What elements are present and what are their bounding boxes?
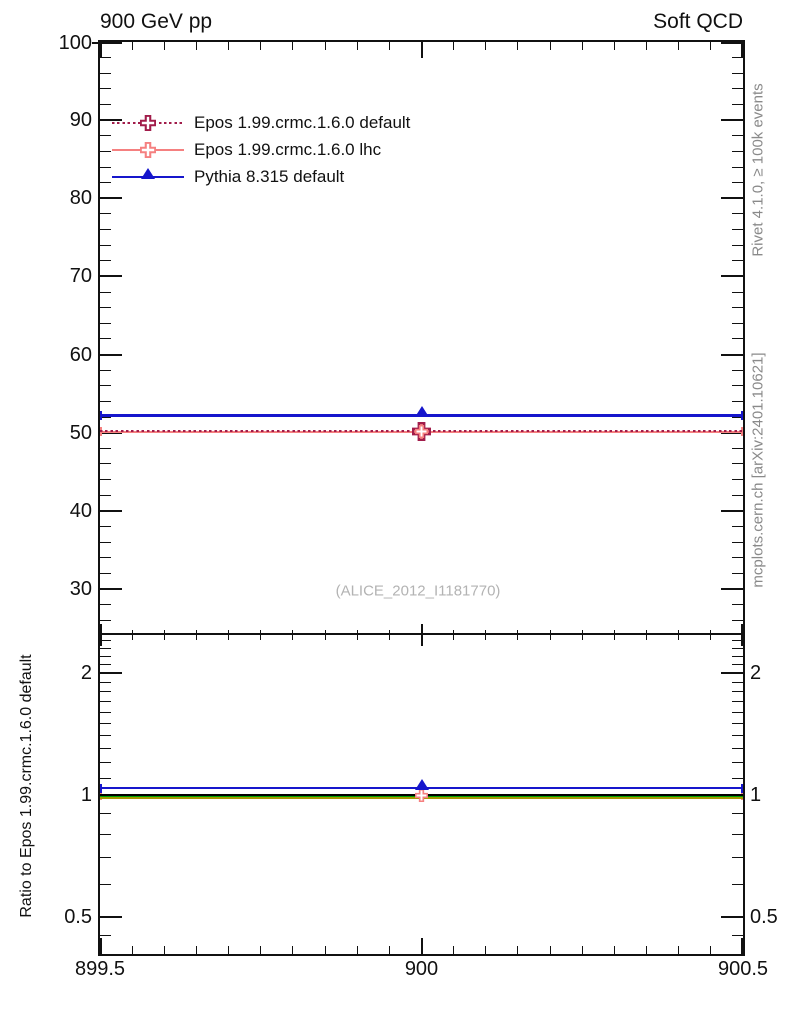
x-axis-minor-tick [389, 946, 390, 954]
x-axis-minor-tick [196, 946, 197, 954]
ratio-y-tick-label: 1 [80, 784, 92, 806]
x-axis-minor-tick [517, 42, 518, 50]
ratio-y-minor-tick [732, 648, 743, 649]
x-axis-minor-tick [228, 946, 229, 954]
main-y-major-tick [92, 42, 100, 44]
x-axis-minor-tick [485, 42, 486, 50]
legend-marker-open-cross-icon [112, 113, 184, 133]
pythia-endcap [100, 411, 102, 420]
main-y-minor-tick [732, 229, 743, 230]
legend-label: Epos 1.99.crmc.1.6.0 lhc [194, 139, 382, 159]
ratio-y-minor-tick [100, 648, 111, 649]
main-y-minor-tick [100, 323, 111, 324]
x-axis-major-tick [741, 938, 743, 954]
x-axis-minor-tick [228, 42, 229, 50]
x-axis-minor-tick [389, 42, 390, 50]
main-y-minor-tick [732, 73, 743, 74]
main-y-tick-label: 70 [69, 265, 92, 288]
x-axis-minor-tick [260, 630, 261, 640]
epos-lhc-marker-icon [415, 425, 428, 438]
ratio-y-minor-tick [732, 712, 743, 713]
main-y-minor-tick [732, 167, 743, 168]
main-y-major-tick [100, 354, 122, 356]
main-y-minor-tick [732, 88, 743, 89]
main-y-tick-label: 90 [69, 109, 92, 132]
x-axis-minor-tick [710, 630, 711, 640]
ratio-y-minor-tick [732, 723, 743, 724]
main-y-minor-tick [732, 151, 743, 152]
main-y-tick-label: 60 [69, 343, 92, 366]
main-y-minor-tick [100, 573, 111, 574]
x-axis-minor-tick [453, 630, 454, 640]
x-tick-label: 899.5 [74, 958, 126, 980]
x-axis-major-tick [741, 42, 743, 58]
main-y-minor-tick [732, 323, 743, 324]
ratio-y-minor-tick [100, 813, 111, 814]
ratio-y-minor-tick [732, 735, 743, 736]
main-y-major-tick [100, 275, 122, 277]
ratio-epos-lhc-marker-icon [415, 789, 428, 802]
main-y-tick-label: 40 [69, 499, 92, 522]
main-y-minor-tick [100, 213, 111, 214]
main-y-minor-tick [100, 495, 111, 496]
main-y-minor-tick [100, 620, 111, 621]
x-axis-minor-tick [550, 630, 551, 640]
main-y-minor-tick [732, 182, 743, 183]
main-y-major-tick [100, 42, 122, 44]
main-y-minor-tick [732, 542, 743, 543]
plot-title-left: 900 GeV pp [100, 10, 213, 33]
ratio-y-minor-tick [100, 857, 111, 858]
ratio-y-minor-tick [100, 656, 111, 657]
ratio-y-major-tick [100, 672, 122, 674]
main-y-major-tick [100, 119, 122, 121]
ratio-y-minor-tick [100, 834, 111, 835]
ratio-y-minor-tick [100, 748, 111, 749]
ratio-y-minor-tick [732, 813, 743, 814]
mcplots-arxiv-label: mcplots.cern.ch [arXiv:2401.10621] [749, 352, 767, 588]
main-y-minor-tick [732, 463, 743, 464]
ratio-y-minor-tick [100, 701, 111, 702]
x-axis-minor-tick [196, 42, 197, 50]
x-axis-major-tick [100, 624, 102, 646]
x-axis-minor-tick [357, 630, 358, 640]
legend-item-pythia [112, 163, 410, 190]
x-axis-minor-tick [260, 946, 261, 954]
main-y-tick-label: 100 [58, 32, 92, 54]
main-y-minor-tick [100, 385, 111, 386]
legend-label: Epos 1.99.crmc.1.6.0 default [194, 112, 411, 132]
x-axis-minor-tick [678, 630, 679, 640]
analysis-watermark: (ALICE_2012_I1181770) [335, 582, 501, 600]
x-axis-minor-tick [710, 946, 711, 954]
main-y-major-tick [721, 42, 743, 44]
x-axis-minor-tick [132, 630, 133, 640]
ratio-y-minor-tick [100, 884, 111, 885]
ratio-pythia-endcap [100, 784, 102, 793]
main-y-minor-tick [732, 260, 743, 261]
main-y-minor-tick [100, 245, 111, 246]
ratio-y-minor-tick [732, 834, 743, 835]
main-y-minor-tick [732, 292, 743, 293]
ratio-y-major-tick [721, 672, 743, 674]
ratio-y-major-tick [100, 916, 122, 918]
x-axis-minor-tick [582, 42, 583, 50]
main-y-minor-tick [100, 260, 111, 261]
ratio-y-tick-label: 0.5 [64, 906, 92, 928]
x-axis-minor-tick [292, 630, 293, 640]
main-y-minor-tick [100, 292, 111, 293]
legend-item-epos-default [112, 109, 410, 136]
ratio-axis-title: Ratio to Epos 1.99.crmc.1.6.0 default [18, 654, 35, 918]
ratio-y-minor-tick [732, 762, 743, 763]
main-y-minor-tick [732, 604, 743, 605]
x-axis-major-tick [421, 624, 423, 646]
main-y-tick-label: 80 [69, 187, 92, 210]
main-y-minor-tick [100, 401, 111, 402]
main-y-major-tick [721, 275, 743, 277]
main-y-minor-tick [732, 401, 743, 402]
x-axis-minor-tick [646, 42, 647, 50]
main-y-minor-tick [732, 245, 743, 246]
ratio-y-minor-tick [732, 857, 743, 858]
ratio-pythia-endcap [741, 784, 743, 793]
pythia-marker-icon [415, 406, 429, 417]
ratio-y-tick-label-right: 2 [750, 661, 762, 684]
main-y-minor-tick [732, 370, 743, 371]
legend-marker-open-cross-icon [112, 140, 184, 160]
x-axis-minor-tick [614, 42, 615, 50]
main-y-minor-tick [100, 338, 111, 339]
x-axis-minor-tick [582, 946, 583, 954]
main-y-minor-tick [732, 448, 743, 449]
x-axis-minor-tick [164, 946, 165, 954]
x-axis-minor-tick [485, 630, 486, 640]
legend-item-epos-lhc [112, 136, 410, 163]
x-axis-minor-tick [228, 630, 229, 640]
main-y-minor-tick [732, 620, 743, 621]
main-y-major-tick [721, 119, 743, 121]
main-y-minor-tick [100, 104, 111, 105]
main-y-major-tick [721, 197, 743, 199]
legend [112, 109, 410, 190]
ratio-y-minor-tick [732, 664, 743, 665]
plot-title-right: Soft QCD [653, 10, 743, 33]
ratio-y-minor-tick [732, 935, 743, 936]
ratio-y-minor-tick [732, 640, 743, 641]
x-axis-minor-tick [485, 946, 486, 954]
x-axis-minor-tick [164, 630, 165, 640]
main-y-minor-tick [100, 57, 111, 58]
main-y-minor-tick [100, 448, 111, 449]
x-axis-minor-tick [646, 946, 647, 954]
legend-label: Pythia 8.315 default [194, 166, 345, 186]
ratio-y-tick-label: 2 [80, 661, 92, 684]
main-y-minor-tick [732, 495, 743, 496]
open-cross-icon [140, 115, 156, 131]
x-axis-major-tick [100, 938, 102, 954]
legend-marker-triangle-icon [112, 167, 184, 187]
main-y-minor-tick [732, 526, 743, 527]
x-axis-minor-tick [646, 630, 647, 640]
x-axis-minor-tick [453, 946, 454, 954]
pythia-endcap [741, 411, 743, 420]
main-y-minor-tick [100, 542, 111, 543]
main-y-minor-tick [100, 307, 111, 308]
x-axis-minor-tick [325, 42, 326, 50]
main-y-minor-tick [100, 229, 111, 230]
x-axis-minor-tick [550, 946, 551, 954]
main-y-minor-tick [732, 104, 743, 105]
ratio-y-minor-tick [100, 691, 111, 692]
x-axis-minor-tick [517, 946, 518, 954]
main-y-major-tick [721, 354, 743, 356]
ratio-y-minor-tick [100, 723, 111, 724]
main-y-minor-tick [100, 370, 111, 371]
ratio-y-minor-tick [100, 682, 111, 683]
main-y-major-tick [721, 510, 743, 512]
ratio-y-minor-tick [100, 640, 111, 641]
x-axis-minor-tick [292, 42, 293, 50]
main-y-major-tick [100, 588, 122, 590]
main-y-minor-tick [732, 338, 743, 339]
main-y-minor-tick [732, 557, 743, 558]
x-axis-minor-tick [325, 946, 326, 954]
x-axis-minor-tick [582, 630, 583, 640]
x-axis-minor-tick [357, 946, 358, 954]
ratio-y-tick-label-right: 0.5 [750, 906, 778, 928]
main-y-minor-tick [100, 182, 111, 183]
ratio-y-minor-tick [100, 735, 111, 736]
filled-triangle-icon [141, 168, 155, 179]
main-y-minor-tick [732, 573, 743, 574]
ratio-y-minor-tick [100, 762, 111, 763]
x-axis-minor-tick [132, 946, 133, 954]
main-y-major-tick [100, 197, 122, 199]
x-axis-minor-tick [357, 42, 358, 50]
x-axis-minor-tick [325, 630, 326, 640]
main-y-tick-label: 50 [69, 421, 92, 444]
x-axis-major-tick [421, 42, 423, 58]
main-y-minor-tick [100, 463, 111, 464]
main-y-major-tick [100, 510, 122, 512]
rivet-version-label: Rivet 4.1.0, ≥ 100k events [749, 83, 767, 257]
main-y-minor-tick [732, 135, 743, 136]
main-y-minor-tick [732, 385, 743, 386]
x-axis-minor-tick [164, 42, 165, 50]
x-axis-minor-tick [678, 42, 679, 50]
x-axis-minor-tick [614, 630, 615, 640]
main-y-minor-tick [732, 479, 743, 480]
x-axis-minor-tick [614, 946, 615, 954]
main-y-minor-tick [100, 88, 111, 89]
x-axis-minor-tick [453, 42, 454, 50]
main-y-minor-tick [732, 307, 743, 308]
x-axis-minor-tick [292, 946, 293, 954]
main-y-minor-tick [100, 167, 111, 168]
main-y-minor-tick [100, 526, 111, 527]
main-y-tick-label: 30 [69, 577, 92, 600]
ratio-y-minor-tick [732, 884, 743, 885]
x-axis-minor-tick [132, 42, 133, 50]
x-tick-label: 900.5 [717, 958, 769, 980]
main-y-minor-tick [100, 604, 111, 605]
ratio-y-major-tick [721, 916, 743, 918]
x-axis-minor-tick [550, 42, 551, 50]
ratio-y-minor-tick [100, 778, 111, 779]
x-axis-minor-tick [710, 42, 711, 50]
ratio-y-minor-tick [100, 712, 111, 713]
main-y-minor-tick [100, 557, 111, 558]
x-axis-minor-tick [196, 630, 197, 640]
main-y-minor-tick [732, 213, 743, 214]
x-axis-minor-tick [260, 42, 261, 50]
ratio-y-minor-tick [100, 664, 111, 665]
x-tick-label: 900 [404, 958, 439, 980]
ratio-y-minor-tick [732, 778, 743, 779]
x-axis-minor-tick [389, 630, 390, 640]
x-axis-minor-tick [678, 946, 679, 954]
ratio-pythia-marker-icon [415, 779, 429, 790]
ratio-y-minor-tick [732, 656, 743, 657]
main-y-minor-tick [100, 479, 111, 480]
main-y-major-tick [721, 588, 743, 590]
ratio-y-minor-tick [732, 691, 743, 692]
x-axis-major-tick [100, 42, 102, 58]
x-axis-minor-tick [517, 630, 518, 640]
main-y-minor-tick [100, 135, 111, 136]
ratio-y-minor-tick [732, 682, 743, 683]
ratio-y-minor-tick [100, 935, 111, 936]
main-y-minor-tick [732, 57, 743, 58]
ratio-y-tick-label-right: 1 [750, 784, 762, 806]
open-cross-icon [140, 142, 156, 158]
ratio-y-minor-tick [732, 748, 743, 749]
x-axis-major-tick [421, 938, 423, 954]
main-y-minor-tick [100, 73, 111, 74]
main-y-minor-tick [100, 151, 111, 152]
x-axis-major-tick [741, 624, 743, 646]
ratio-y-minor-tick [732, 701, 743, 702]
